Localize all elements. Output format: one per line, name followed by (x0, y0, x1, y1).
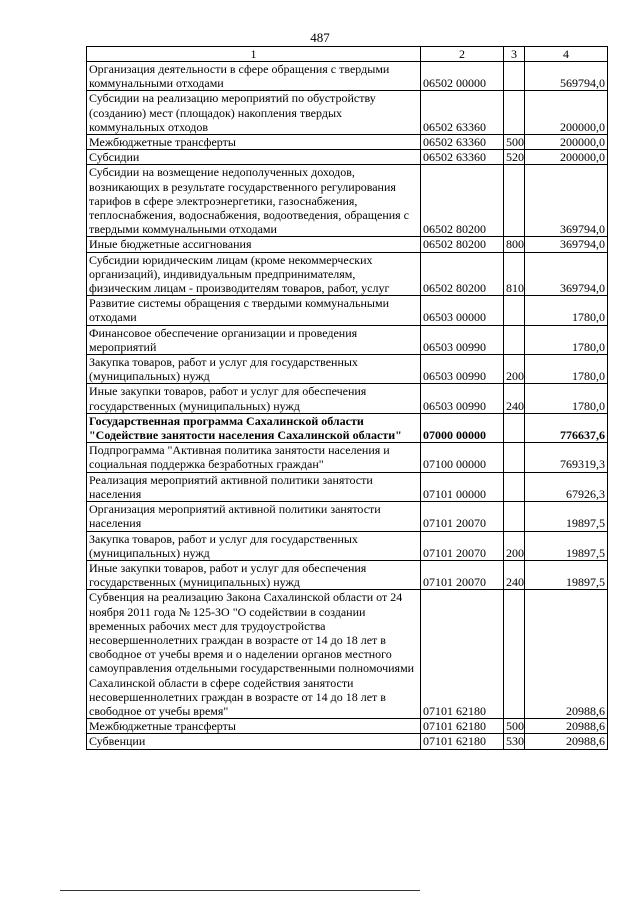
row-expense-type (504, 472, 525, 501)
row-expense-type: 240 (504, 560, 525, 589)
row-name: Организация деятельности в сфере обращения с твердыми коммунальными отходами (87, 62, 421, 91)
header-col-2: 2 (421, 47, 504, 62)
row-name: Субвенции (87, 734, 421, 749)
row-name: Субвенция на реализацию Закона Сахалинской области от 24 ноября 2011 года № 125-ЗО "О содействии в создании временных рабочих мест для трудоустройства несовершеннолетних граждан в возрасте от 14 до 18 лет в свободное от учебы время и о наделении органов местного самоуправления отдельными государственными полномочиями Сахалинской области в сфере содействия занятости несовершеннолетних граждан в возрасте от 14 до 18 лет в свободное от учебы время" (87, 590, 421, 719)
row-expense-type: 530 (504, 734, 525, 749)
header-col-4: 4 (525, 47, 608, 62)
table-row (87, 531, 608, 560)
row-code: 06502 63360 (421, 150, 504, 165)
row-expense-type: 810 (504, 252, 525, 296)
row-expense-type: 800 (504, 237, 525, 252)
table-row (87, 150, 608, 165)
row-amount: 20988,6 (525, 734, 608, 749)
table-row (87, 734, 608, 749)
footer-rule (60, 890, 420, 891)
row-expense-type: 200 (504, 531, 525, 560)
row-amount: 769319,3 (525, 443, 608, 472)
table-row (87, 443, 608, 472)
row-name: Подпрограмма "Активная политика занятости населения и социальная поддержка безработных граждан" (87, 443, 421, 472)
row-code: 06502 00000 (421, 62, 504, 91)
row-name: Субсидии на реализацию мероприятий по обустройству (созданию) мест (площадок) накопления твердых коммунальных отходов (87, 91, 421, 135)
row-amount: 1780,0 (525, 325, 608, 354)
table-row (87, 62, 608, 91)
row-expense-type (504, 62, 525, 91)
row-code: 07101 62180 (421, 719, 504, 734)
row-amount: 200000,0 (525, 150, 608, 165)
row-amount: 569794,0 (525, 62, 608, 91)
row-code: 07101 20070 (421, 531, 504, 560)
row-expense-type: 500 (504, 135, 525, 150)
row-amount: 1780,0 (525, 296, 608, 325)
row-code: 07101 62180 (421, 590, 504, 719)
table-row (87, 165, 608, 237)
row-amount: 20988,6 (525, 719, 608, 734)
table-header-row (87, 47, 608, 62)
row-name: Иные бюджетные ассигнования (87, 237, 421, 252)
row-expense-type: 520 (504, 150, 525, 165)
table-row (87, 325, 608, 354)
row-expense-type (504, 502, 525, 531)
row-amount: 19897,5 (525, 502, 608, 531)
row-code: 06503 00990 (421, 384, 504, 413)
row-name: Субсидии (87, 150, 421, 165)
row-code: 07101 20070 (421, 502, 504, 531)
table-row (87, 560, 608, 589)
row-amount: 776637,6 (525, 413, 608, 442)
row-expense-type (504, 413, 525, 442)
row-amount: 200000,0 (525, 91, 608, 135)
row-amount: 19897,5 (525, 531, 608, 560)
row-name: Развитие системы обращения с твердыми коммунальными отходами (87, 296, 421, 325)
row-expense-type (504, 165, 525, 237)
row-code: 06503 00990 (421, 325, 504, 354)
row-code: 06502 63360 (421, 135, 504, 150)
row-amount: 1780,0 (525, 384, 608, 413)
row-name: Закупка товаров, работ и услуг для государственных (муниципальных) нужд (87, 355, 421, 384)
row-expense-type (504, 443, 525, 472)
row-code: 06503 00000 (421, 296, 504, 325)
row-amount: 369794,0 (525, 252, 608, 296)
budget-table (86, 46, 608, 750)
row-code: 07101 20070 (421, 560, 504, 589)
row-code: 07101 00000 (421, 472, 504, 501)
row-name: Иные закупки товаров, работ и услуг для обеспечения государственных (муниципальных) нужд (87, 560, 421, 589)
table-row (87, 237, 608, 252)
row-amount: 19897,5 (525, 560, 608, 589)
row-name: Закупка товаров, работ и услуг для государственных (муниципальных) нужд (87, 531, 421, 560)
row-name: Субсидии юридическим лицам (кроме некоммерческих организаций), индивидуальным предпринимателям, физическим лицам - производителям товаров, работ, услуг (87, 252, 421, 296)
row-expense-type: 240 (504, 384, 525, 413)
row-code: 07100 00000 (421, 443, 504, 472)
row-amount: 369794,0 (525, 165, 608, 237)
row-name: Государственная программа Сахалинской области "Содействие занятости населения Сахалинской области" (87, 413, 421, 442)
row-code: 06502 80200 (421, 252, 504, 296)
row-expense-type (504, 590, 525, 719)
header-col-3: 3 (504, 47, 525, 62)
header-col-1: 1 (87, 47, 421, 62)
table-row (87, 502, 608, 531)
table-row (87, 590, 608, 719)
table-row (87, 252, 608, 296)
row-expense-type (504, 91, 525, 135)
row-name: Межбюджетные трансферты (87, 719, 421, 734)
table-row (87, 296, 608, 325)
row-code: 06503 00990 (421, 355, 504, 384)
row-name: Иные закупки товаров, работ и услуг для обеспечения государственных (муниципальных) нужд (87, 384, 421, 413)
row-code: 06502 63360 (421, 91, 504, 135)
row-amount: 1780,0 (525, 355, 608, 384)
row-name: Межбюджетные трансферты (87, 135, 421, 150)
row-expense-type (504, 296, 525, 325)
row-name: Организация мероприятий активной политики занятости населения (87, 502, 421, 531)
table-row (87, 355, 608, 384)
page-number: 487 (310, 30, 330, 45)
row-code: 06502 80200 (421, 237, 504, 252)
row-name: Субсидии на возмещение недополученных доходов, возникающих в результате государственного регулирования тарифов в сфере электроэнергетики, газоснабжения, теплоснабжения, водоснабжения, водоотведения, обращения с твердыми коммунальными отходами (87, 165, 421, 237)
table-row (87, 135, 608, 150)
row-code: 06502 80200 (421, 165, 504, 237)
row-amount: 20988,6 (525, 590, 608, 719)
row-name: Реализация мероприятий активной политики занятости населения (87, 472, 421, 501)
row-expense-type: 200 (504, 355, 525, 384)
row-expense-type (504, 325, 525, 354)
row-expense-type: 500 (504, 719, 525, 734)
table-row (87, 384, 608, 413)
table-row (87, 91, 608, 135)
row-amount: 369794,0 (525, 237, 608, 252)
table-row (87, 719, 608, 734)
table-row (87, 472, 608, 501)
row-amount: 67926,3 (525, 472, 608, 501)
row-code: 07000 00000 (421, 413, 504, 442)
table-row (87, 413, 608, 442)
row-name: Финансовое обеспечение организации и проведения мероприятий (87, 325, 421, 354)
row-code: 07101 62180 (421, 734, 504, 749)
row-amount: 200000,0 (525, 135, 608, 150)
